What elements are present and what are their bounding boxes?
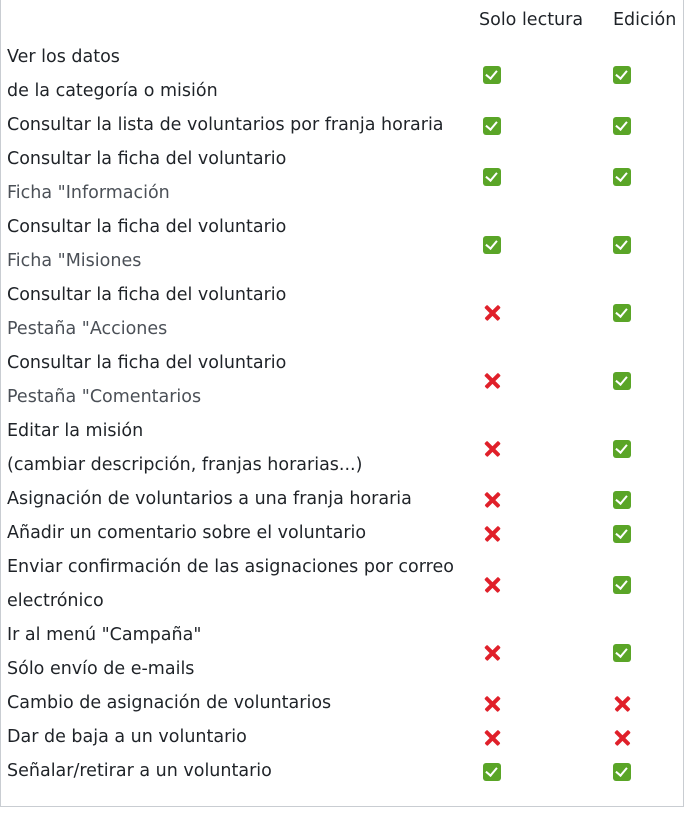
permission-title: Consultar la ficha del voluntario <box>7 285 287 305</box>
edit-cell <box>603 210 683 278</box>
permission-title: Consultar la lista de voluntarios por franja horaria <box>7 115 444 135</box>
permission-label <box>3 550 475 618</box>
edit-cell <box>603 142 683 210</box>
edit-cell <box>603 618 683 686</box>
table-row <box>3 686 683 720</box>
check-icon <box>613 491 631 509</box>
cross-icon <box>483 440 501 458</box>
permission-label <box>3 414 475 482</box>
permission-title: Consultar la ficha del voluntario <box>7 217 287 237</box>
permission-title: Ver los datos <box>7 47 120 67</box>
read-only-cell <box>475 108 603 142</box>
table-row <box>3 516 683 550</box>
check-icon <box>613 763 631 781</box>
table-row <box>3 550 683 618</box>
cross-icon <box>483 525 501 543</box>
permission-detail: Ficha "Información <box>7 183 170 203</box>
check-icon <box>613 440 631 458</box>
read-only-cell <box>475 686 603 720</box>
check-icon <box>483 117 501 135</box>
permission-label <box>3 142 475 210</box>
edit-cell <box>603 40 683 108</box>
permission-label <box>3 108 475 142</box>
permission-label <box>3 482 475 516</box>
check-icon <box>483 66 501 84</box>
edit-cell <box>603 686 683 720</box>
permission-label <box>3 686 475 720</box>
check-icon <box>613 168 631 186</box>
cross-icon <box>483 372 501 390</box>
permission-label <box>3 720 475 754</box>
permission-label <box>3 210 475 278</box>
read-only-cell <box>475 618 603 686</box>
header-action <box>3 0 475 40</box>
edit-cell <box>603 108 683 142</box>
cross-icon <box>483 729 501 747</box>
read-only-cell <box>475 278 603 346</box>
table-row <box>3 414 683 482</box>
check-icon <box>483 763 501 781</box>
check-icon <box>613 644 631 662</box>
permission-detail: Pestaña "Comentarios <box>7 387 202 407</box>
header-edit: Edición <box>613 10 677 30</box>
edit-cell <box>603 516 683 550</box>
read-only-cell <box>475 482 603 516</box>
check-icon <box>483 236 501 254</box>
permission-title: Asignación de voluntarios a una franja horaria <box>7 489 412 509</box>
edit-cell <box>603 346 683 414</box>
table-row <box>3 346 683 414</box>
permission-detail: Ficha "Misiones <box>7 251 142 271</box>
table-row <box>3 210 683 278</box>
table-row <box>3 108 683 142</box>
permission-title: Consultar la ficha del voluntario <box>7 149 287 169</box>
cross-icon <box>483 304 501 322</box>
permission-title: Añadir un comentario sobre el voluntario <box>7 523 367 543</box>
read-only-cell <box>475 516 603 550</box>
check-icon <box>613 576 631 594</box>
read-only-cell <box>475 210 603 278</box>
edit-cell <box>603 482 683 516</box>
edit-cell <box>603 278 683 346</box>
permission-detail: de la categoría o misión <box>7 81 218 101</box>
cross-icon <box>613 729 631 747</box>
cross-icon <box>483 644 501 662</box>
cross-icon <box>613 695 631 713</box>
check-icon <box>613 236 631 254</box>
permission-detail: Sólo envío de e-mails <box>7 659 195 679</box>
cross-icon <box>483 576 501 594</box>
header-read-only: Solo lectura <box>479 10 584 30</box>
table-row <box>3 482 683 516</box>
permission-title: Dar de baja a un voluntario <box>7 727 247 747</box>
permission-label <box>3 754 475 788</box>
permission-label <box>3 516 475 550</box>
check-icon <box>613 304 631 322</box>
read-only-cell <box>475 346 603 414</box>
check-icon <box>483 168 501 186</box>
table-row <box>3 278 683 346</box>
permission-label <box>3 346 475 414</box>
table-row <box>3 618 683 686</box>
permission-detail: (cambiar descripción, franjas horarias...) <box>7 455 363 475</box>
table-row <box>3 40 683 108</box>
edit-cell <box>603 754 683 788</box>
check-icon <box>613 525 631 543</box>
permission-title: Señalar/retirar a un voluntario <box>7 761 272 781</box>
read-only-cell <box>475 550 603 618</box>
permission-detail: Pestaña "Acciones <box>7 319 168 339</box>
permission-title: Consultar la ficha del voluntario <box>7 353 287 373</box>
read-only-cell <box>475 142 603 210</box>
permissions-table-body <box>3 40 683 788</box>
permission-label <box>3 40 475 108</box>
permission-title: Cambio de asignación de voluntarios <box>7 693 332 713</box>
permission-title: Editar la misión <box>7 421 144 441</box>
permission-title: Enviar confirmación de las asignaciones por correo <box>7 557 454 577</box>
permissions-table <box>3 0 683 788</box>
read-only-cell <box>475 414 603 482</box>
cross-icon <box>483 491 501 509</box>
edit-cell <box>603 720 683 754</box>
read-only-cell <box>475 40 603 108</box>
permission-label <box>3 618 475 686</box>
check-icon <box>613 372 631 390</box>
table-row <box>3 720 683 754</box>
check-icon <box>613 117 631 135</box>
permission-label <box>3 278 475 346</box>
edit-cell <box>603 550 683 618</box>
edit-cell <box>603 414 683 482</box>
read-only-cell <box>475 754 603 788</box>
table-row <box>3 142 683 210</box>
table-row <box>3 754 683 788</box>
permission-title: Ir al menú "Campaña" <box>7 625 202 645</box>
cross-icon <box>483 695 501 713</box>
permission-detail: electrónico <box>7 591 104 611</box>
read-only-cell <box>475 720 603 754</box>
table-header-row <box>3 0 683 40</box>
check-icon <box>613 66 631 84</box>
